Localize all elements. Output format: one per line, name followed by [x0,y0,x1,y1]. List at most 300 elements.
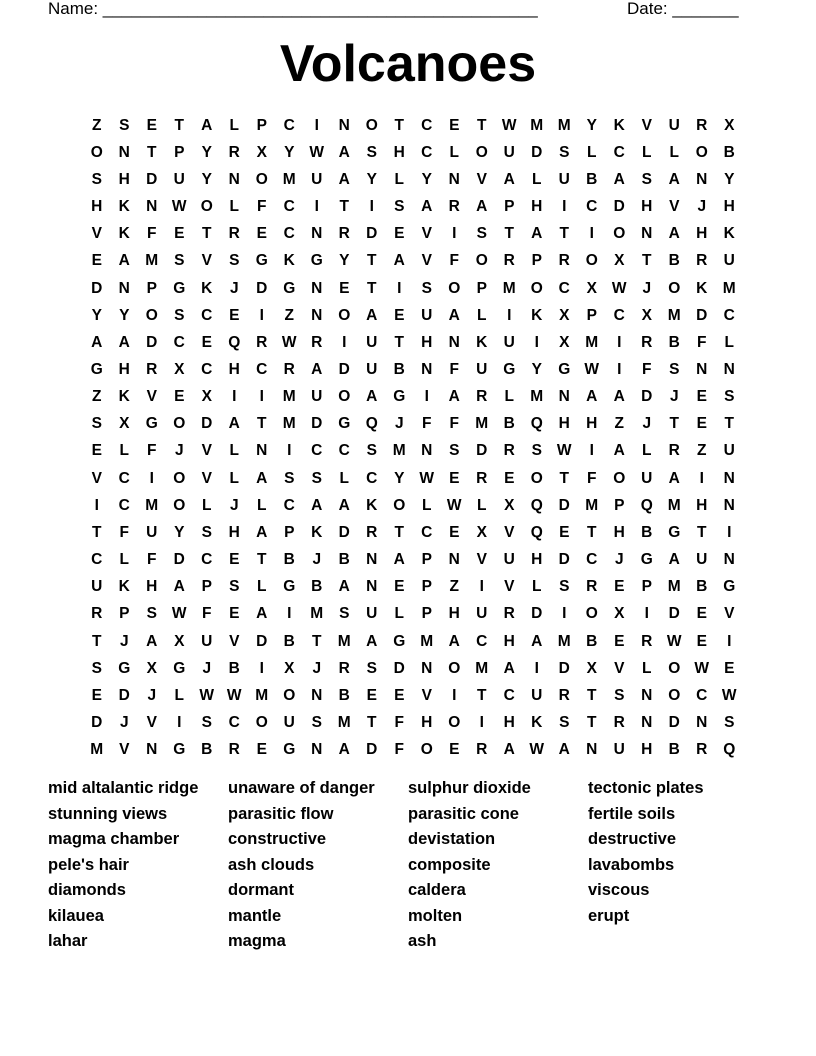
grid-cell: E [91,252,102,270]
grid-cell: J [394,415,404,433]
grid-cell: P [421,605,432,623]
grid-cell: C [558,279,570,297]
word-list-item: composite [408,855,491,874]
grid-cell: P [201,578,212,596]
grid-cell: W [721,686,737,704]
grid-cell: B [311,578,323,596]
grid-cell: L [119,442,129,460]
grid-cell: S [669,360,680,378]
grid-cell: B [338,551,350,569]
grid-cell: A [366,632,378,650]
grid-cell: A [531,225,543,243]
grid-cell: R [641,333,653,351]
grid-cell: T [642,252,652,270]
grid-cell: C [586,198,598,216]
grid-cell: G [393,632,406,650]
grid-cell: O [448,279,461,297]
grid-cell: T [312,632,322,650]
grid-cell: K [311,523,323,541]
word-list-item: molten [408,906,463,925]
grid-cell: L [669,143,679,161]
grid-cell: A [256,523,268,541]
grid-cell: U [723,252,735,270]
grid-cell: T [394,116,404,134]
grid-cell: H [503,632,515,650]
grid-cell: P [531,252,542,270]
grid-cell: H [641,198,653,216]
grid-cell: A [668,469,680,487]
grid-cell: G [173,659,186,677]
grid-cell: D [201,415,213,433]
grid-cell: A [503,741,515,759]
grid-cell: A [118,252,130,270]
grid-cell: N [448,333,460,351]
grid-cell: O [420,741,433,759]
grid-cell: B [393,360,405,378]
word-list-item: erupt [588,906,630,925]
grid-cell: K [283,252,295,270]
grid-cell: M [530,116,544,134]
grid-cell: M [585,333,599,351]
grid-cell: F [147,551,157,569]
grid-cell: F [394,741,404,759]
grid-cell: A [338,741,350,759]
grid-cell: H [118,360,130,378]
grid-cell: J [147,686,157,704]
grid-cell: J [669,388,679,406]
grid-cell: G [283,578,296,596]
grid-cell: C [723,306,735,324]
grid-cell: L [477,306,487,324]
grid-cell: T [559,225,569,243]
grid-cell: P [476,279,487,297]
word-list-item: magma [228,932,286,950]
grid-cell: N [338,116,350,134]
grid-cell: Y [201,143,212,161]
grid-cell: K [531,714,543,732]
word-list-item: tectonic plates [588,779,704,797]
grid-cell: I [727,632,732,650]
grid-cell: R [668,442,680,460]
grid-cell: N [421,442,433,460]
grid-row [83,519,743,546]
grid-cell: I [562,198,567,216]
grid-cell: B [668,252,680,270]
grid-cell: I [534,659,539,677]
grid-cell: R [338,225,350,243]
grid-cell: T [477,686,487,704]
grid-cell: S [476,225,487,243]
grid-cell: J [312,659,322,677]
grid-cell: J [614,551,624,569]
grid-cell: U [146,523,158,541]
grid-cell: M [337,714,351,732]
grid-cell: E [696,388,707,406]
grid-cell: M [420,632,434,650]
grid-cell: L [229,198,239,216]
grid-cell: U [723,442,735,460]
grid-cell: U [283,714,295,732]
word-list-item: mantle [228,906,282,925]
grid-cell: I [314,116,319,134]
grid-cell: K [613,116,625,134]
grid-cell: E [256,225,267,243]
word-list-item: dormant [228,881,294,899]
grid-row [83,193,743,220]
grid-cell: C [201,551,213,569]
grid-cell: N [311,741,323,759]
grid-row [83,438,743,465]
grid-cell: X [586,659,597,677]
grid-cell: N [311,279,323,297]
grid-cell: X [559,333,570,351]
grid-cell: W [281,333,297,351]
grid-cell: G [393,388,406,406]
grid-cell: M [475,415,489,433]
grid-cell: H [421,333,433,351]
grid-cell: D [668,605,680,623]
grid-cell: Q [530,523,543,541]
grid-cell: S [559,578,570,596]
grid-cell: E [91,686,102,704]
grid-cell: A [201,116,213,134]
grid-cell: A [448,388,460,406]
grid-cell: O [448,659,461,677]
grid-cell: A [173,578,185,596]
grid-row [83,655,743,682]
grid-cell: A [613,388,625,406]
word-list-item: parasitic cone [408,804,519,823]
grid-cell: N [421,360,433,378]
grid-cell: N [641,686,653,704]
grid-cell: E [201,333,212,351]
name-field-label: Name: ______________________________________________ [48,0,538,18]
grid-cell: X [476,523,487,541]
grid-cell: M [310,605,324,623]
grid-cell: F [119,523,129,541]
word-list-item: magma chamber [48,830,180,848]
grid-row [83,737,743,764]
grid-cell: Z [92,388,102,406]
grid-cell: L [504,388,514,406]
grid-cell: D [476,442,488,460]
grid-cell: R [256,333,268,351]
grid-cell: G [558,360,571,378]
grid-cell: R [641,632,653,650]
grid-cell: P [146,279,157,297]
grid-cell: C [118,496,130,514]
grid-cell: D [393,659,405,677]
grid-cell: B [228,659,240,677]
grid-cell: U [91,578,103,596]
grid-cell: W [694,659,710,677]
grid-cell: B [696,578,708,596]
grid-cell: R [613,714,625,732]
grid-cell: N [696,714,708,732]
word-list-item: constructive [228,830,327,848]
grid-cell: J [229,279,239,297]
grid-cell: D [558,659,570,677]
grid-row [83,709,743,736]
grid-cell: T [202,225,212,243]
grid-cell: D [91,279,103,297]
grid-cell: C [613,306,625,324]
grid-cell: Y [531,360,542,378]
grid-cell: X [284,659,295,677]
grid-cell: G [640,551,653,569]
grid-cell: L [119,551,129,569]
grid-cell: C [586,551,598,569]
grid-cell: E [91,442,102,460]
grid-cell: S [366,143,377,161]
grid-cell: B [668,741,680,759]
grid-cell: H [228,360,240,378]
grid-cell: O [338,306,351,324]
grid-cell: G [90,360,103,378]
grid-cell: S [174,306,185,324]
grid-cell: C [366,469,378,487]
grid-cell: V [421,225,432,243]
grid-cell: N [421,659,433,677]
grid-cell: T [724,415,734,433]
grid-cell: R [146,360,158,378]
grid-cell: N [366,551,378,569]
grid-cell: R [696,116,708,134]
grid-cell: C [283,198,295,216]
grid-cell: E [559,523,570,541]
grid-cell: T [587,523,597,541]
grid-cell: R [228,225,240,243]
grid-row [83,275,743,302]
grid-cell: K [201,279,213,297]
grid-cell: Q [228,333,241,351]
grid-cell: S [614,686,625,704]
grid-cell: A [613,442,625,460]
grid-cell: F [642,360,652,378]
grid-cell: P [256,116,267,134]
grid-cell: O [255,170,268,188]
grid-row [83,302,743,329]
grid-cell: Y [91,306,102,324]
grid-cell: E [449,523,460,541]
grid-cell: O [365,116,378,134]
grid-cell: O [200,198,213,216]
grid-cell: W [666,632,682,650]
grid-cell: R [586,578,598,596]
grid-cell: G [118,659,131,677]
grid-cell: F [449,360,459,378]
grid-cell: U [476,360,488,378]
grid-cell: I [479,714,484,732]
grid-cell: G [503,360,516,378]
grid-cell: T [147,143,157,161]
word-list-item: devistation [408,830,496,848]
grid-row [83,356,743,383]
grid-cell: A [613,170,625,188]
grid-cell: I [589,225,594,243]
grid-cell: H [696,496,708,514]
grid-cell: O [393,496,406,514]
grid-cell: D [91,714,103,732]
grid-cell: J [697,198,707,216]
grid-cell: Q [530,415,543,433]
grid-cell: E [614,578,625,596]
grid-row [83,166,743,193]
grid-cell: E [504,469,515,487]
grid-cell: A [448,632,460,650]
grid-cell: J [312,551,322,569]
grid-cell: D [531,605,543,623]
grid-cell: J [174,442,184,460]
word-list-item: diamonds [48,881,126,899]
grid-cell: X [614,605,625,623]
grid-cell: M [667,496,681,514]
grid-cell: I [727,523,732,541]
grid-cell: C [421,523,433,541]
grid-cell: O [530,469,543,487]
grid-cell: B [503,415,515,433]
grid-cell: K [531,306,543,324]
grid-cell: M [585,496,599,514]
grid-cell: G [283,741,296,759]
grid-cell: M [255,686,269,704]
grid-cell: S [559,143,570,161]
grid-cell: N [723,551,735,569]
grid-cell: A [311,360,323,378]
grid-cell: C [503,686,515,704]
grid-row [83,547,743,574]
grid-cell: C [476,632,488,650]
word-list-item: ash [408,932,437,950]
grid-cell: I [287,442,292,460]
grid-cell: Y [421,170,432,188]
grid-cell: I [314,198,319,216]
grid-cell: I [617,360,622,378]
grid-cell: D [311,415,323,433]
grid-cell: S [531,442,542,460]
grid-cell: R [228,143,240,161]
grid-cell: T [587,714,597,732]
grid-cell: I [589,442,594,460]
grid-cell: I [452,225,457,243]
grid-cell: L [642,442,652,460]
word-list-item: pele's hair [48,855,129,874]
grid-cell: D [366,741,378,759]
grid-cell: B [641,523,653,541]
grid-cell: A [256,605,268,623]
grid-cell: F [587,469,597,487]
grid-cell: W [529,741,545,759]
word-list-item: ash clouds [228,855,315,874]
grid-cell: U [366,360,378,378]
grid-cell: M [145,252,159,270]
grid-cell: H [421,714,433,732]
grid-cell: E [174,225,185,243]
grid-cell: P [284,523,295,541]
grid-cell: L [229,442,239,460]
grid-cell: G [668,523,681,541]
grid-cell: A [448,306,460,324]
grid-cell: C [283,225,295,243]
grid-cell: Z [92,116,102,134]
grid-cell: G [310,252,323,270]
grid-cell: B [283,632,295,650]
grid-cell: H [393,143,405,161]
grid-cell: G [145,415,158,433]
grid-cell: T [587,686,597,704]
word-list-item: unaware of danger [228,779,375,797]
grid-cell: D [146,170,158,188]
grid-cell: V [476,170,487,188]
grid-cell: O [283,686,296,704]
grid-cell: U [311,388,323,406]
grid-cell: O [173,469,186,487]
grid-cell: U [503,333,515,351]
grid-cell: A [338,496,350,514]
grid-cell: X [174,360,185,378]
grid-cell: U [558,170,570,188]
grid-cell: R [558,686,570,704]
grid-cell: V [91,225,102,243]
grid-cell: U [173,170,185,188]
grid-cell: T [367,714,377,732]
grid-cell: A [366,388,378,406]
grid-cell: R [366,523,378,541]
grid-cell: L [642,143,652,161]
grid-cell: I [369,198,374,216]
grid-cell: H [531,198,543,216]
grid-cell: T [394,333,404,351]
grid-cell: X [586,279,597,297]
grid-cell: R [503,252,515,270]
grid-cell: O [255,714,268,732]
grid-cell: T [504,225,514,243]
grid-cell: J [202,659,212,677]
grid-row [83,411,743,438]
grid-cell: X [201,388,212,406]
grid-cell: X [559,306,570,324]
grid-cell: T [92,632,102,650]
grid-cell: S [311,469,322,487]
grid-cell: F [257,198,267,216]
grid-cell: O [668,686,681,704]
grid-cell: I [699,469,704,487]
grid-cell: A [421,198,433,216]
grid-cell: H [558,415,570,433]
grid-cell: R [696,741,708,759]
page-title: Volcanoes [279,35,537,93]
grid-cell: N [641,714,653,732]
grid-cell: T [339,198,349,216]
grid-cell: P [119,605,130,623]
grid-row [83,112,743,139]
grid-cell: G [283,279,296,297]
grid-cell: F [202,605,212,623]
grid-cell: X [504,496,515,514]
grid-cell: E [696,415,707,433]
grid-cell: A [393,551,405,569]
grid-cell: D [173,551,185,569]
grid-cell: S [641,170,652,188]
grid-cell: W [419,469,435,487]
grid-cell: T [257,415,267,433]
grid-cell: S [201,714,212,732]
grid-cell: N [256,442,268,460]
grid-cell: I [424,388,429,406]
grid-cell: S [174,252,185,270]
grid-cell: U [366,333,378,351]
grid-cell: A [503,659,515,677]
